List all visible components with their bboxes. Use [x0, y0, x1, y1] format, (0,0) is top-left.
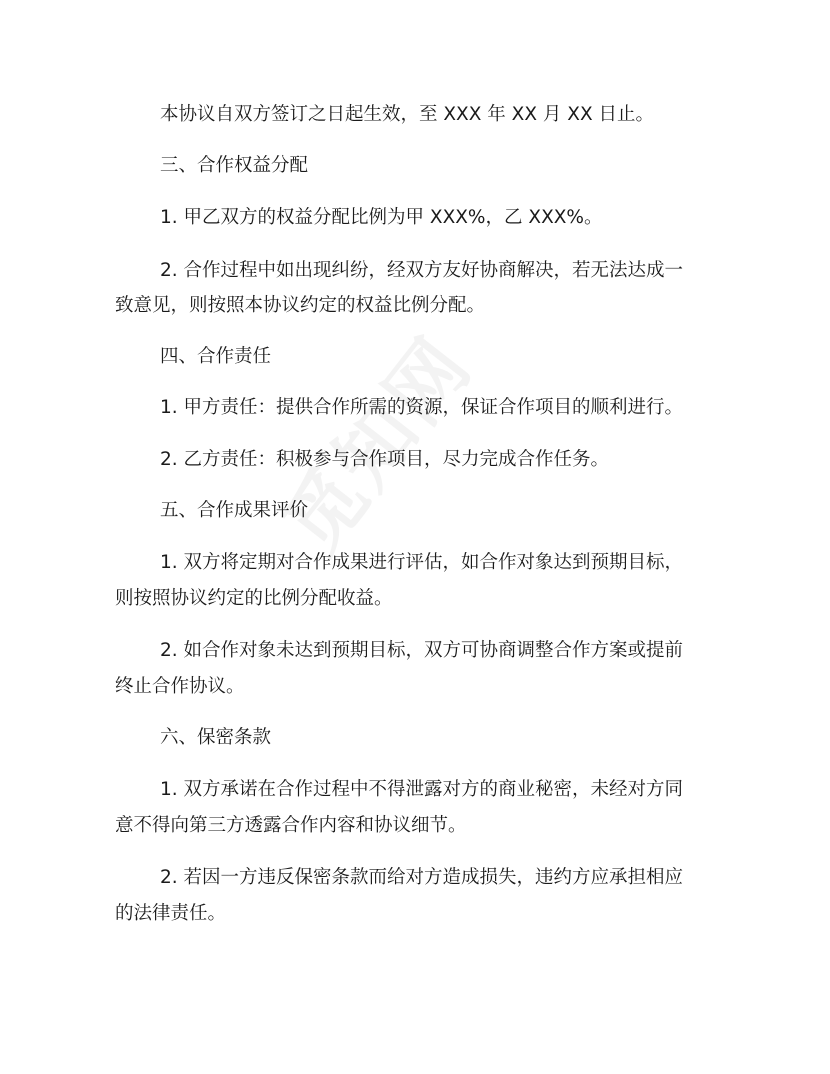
paragraph-6-2-line2: 的法律责任。	[115, 903, 227, 924]
paragraph-6-1-line1: 1. 双方承诺在合作过程中不得泄露对方的商业秘密，未经对方同	[160, 779, 684, 800]
paragraph-5-1-line1: 1. 双方将定期对合作成果进行评估，如合作对象达到预期目标，	[160, 552, 684, 573]
paragraph-4-1: 1. 甲方责任：提供合作所需的资源，保证合作项目的顺利进行。	[160, 397, 684, 418]
paragraph-6-2-line1: 2. 若因一方违反保密条款而给对方造成损失，违约方应承担相应	[160, 867, 684, 888]
validity-clause: 本协议自双方签订之日起生效，至 XXX 年 XX 月 XX 日止。	[160, 104, 655, 125]
section-heading-3: 三、合作权益分配	[160, 155, 309, 176]
paragraph-3-2-line2: 致意见，则按照本协议约定的权益比例分配。	[115, 295, 486, 316]
section-heading-6: 六、保密条款	[160, 727, 272, 748]
paragraph-3-2-line1: 2. 合作过程中如出现纠纷，经双方友好协商解决，若无法达成一	[160, 260, 684, 281]
paragraph-5-1-line2: 则按照协议约定的比例分配收益。	[115, 588, 393, 609]
paragraph-3-1: 1. 甲乙双方的权益分配比例为甲 XXX%，乙 XXX%。	[160, 207, 603, 228]
paragraph-6-1-line2: 意不得向第三方透露合作内容和协议细节。	[115, 815, 467, 836]
paragraph-5-2-line1: 2. 如合作对象未达到预期目标，双方可协商调整合作方案或提前	[160, 640, 684, 661]
section-heading-4: 四、合作责任	[160, 346, 272, 367]
paragraph-4-2: 2. 乙方责任：积极参与合作项目，尽力完成合作任务。	[160, 449, 610, 470]
section-heading-5: 五、合作成果评价	[160, 500, 309, 521]
paragraph-5-2-line2: 终止合作协议。	[115, 676, 245, 697]
